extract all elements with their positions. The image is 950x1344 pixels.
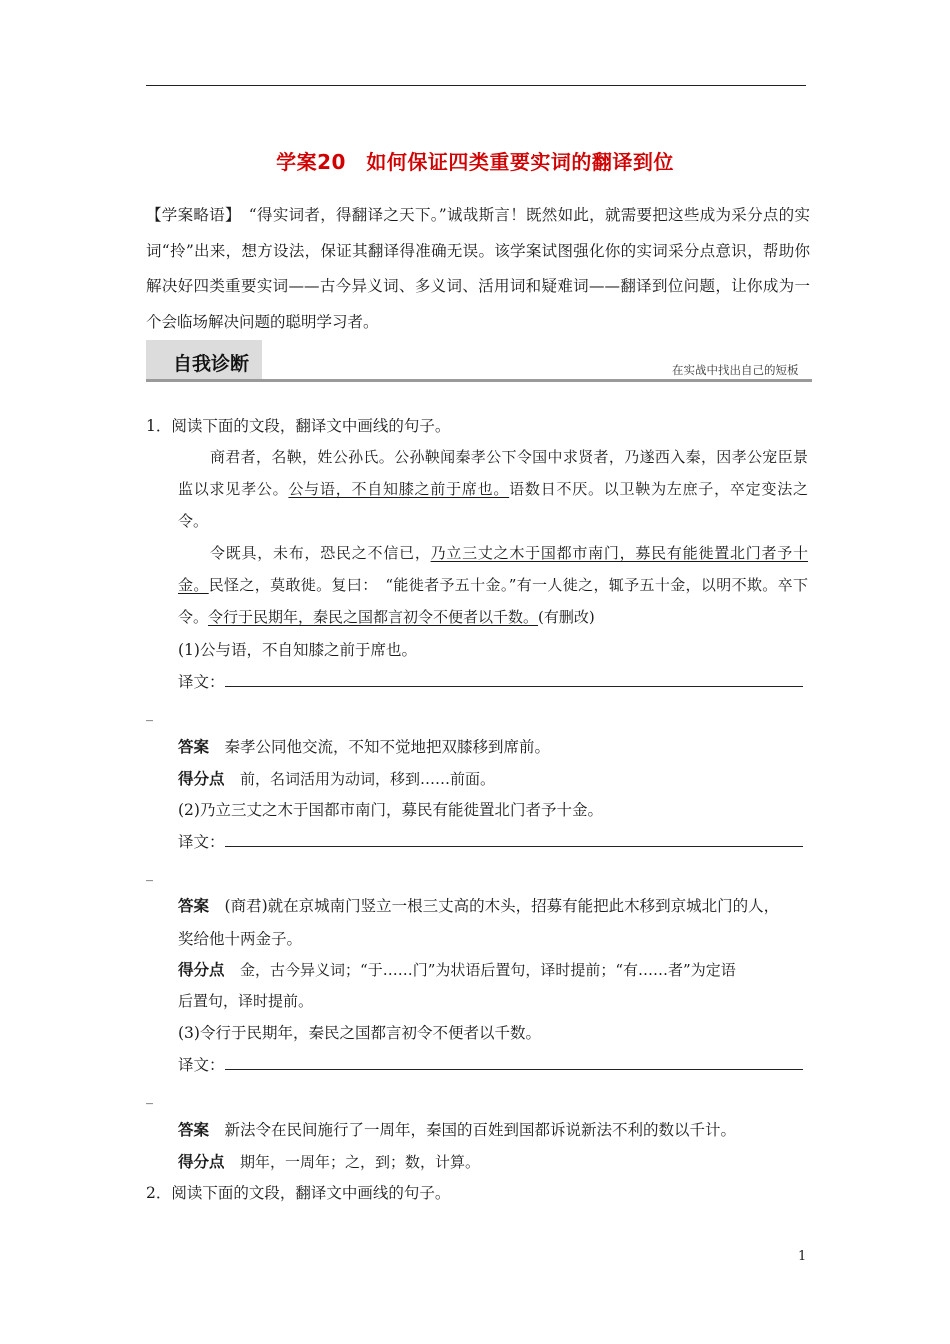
score-label: 得分点 [178, 1153, 225, 1171]
section-subtitle: 在实战中找出自己的短板 [672, 363, 799, 377]
translation-blank[interactable] [225, 1055, 803, 1070]
passage-text: 民怪之，莫敢徙。复曰： “能徙者予五十金。”有一人徙之，辄予五十金，以明不欺。卒下令。 [178, 576, 808, 626]
score-point-3 [178, 1150, 480, 1172]
translation-label: 译文： [178, 833, 225, 851]
score-point-1 [178, 767, 495, 789]
passage-paragraph-1 [178, 441, 808, 537]
passage-note: (有删改) [538, 608, 595, 626]
translation-line-1 [178, 670, 803, 692]
answer-1 [178, 735, 550, 757]
answer-label: 答案 [178, 1121, 210, 1139]
score-text: 前，名词活用为动词，移到……前面。 [240, 770, 496, 788]
passage-text: 语数日不厌。以卫鞅为左庶子，卒定变法之令。 [178, 480, 808, 530]
translation-label: 译文： [178, 1056, 225, 1074]
blank-continuation: _ [146, 706, 153, 722]
blank-continuation: _ [146, 866, 153, 882]
translation-blank[interactable] [225, 672, 803, 687]
page-title: 学案20 如何保证四类重要实词的翻译到位 [276, 150, 674, 174]
underlined-sentence-3: 令行于民期年，秦民之国都言初令不便者以千数。 [208, 608, 539, 626]
answer-2-cont: 奖给他十两金子。 [178, 930, 303, 948]
score-label: 得分点 [178, 770, 225, 788]
score-label: 得分点 [178, 961, 225, 979]
intro-text: “得实词者，得翻译之天下。”诚哉斯言！既然如此，就需要把这些成为采分点的实词“拎”出来，想方设法，保证其翻译得准确无误。该学案试图强化你的实词采分点意识，帮助你解决好四类重要实词——古今异义词、多义词、活用词和疑难词——翻译到位问题，让你成为一个会临场解决问题的聪明学习者。 [146, 206, 810, 331]
answer-label: 答案 [178, 897, 210, 915]
score-point-2-cont: 后置句，译时提前。 [178, 992, 314, 1010]
answer-text: 新法令在民间施行了一周年，秦国的百姓到国都诉说新法不利的数以千计。 [224, 1121, 737, 1139]
blank-continuation: _ [146, 1089, 153, 1105]
sub-question-3: (3)令行于民期年，秦民之国都言初令不便者以千数。 [178, 1024, 541, 1042]
translation-blank[interactable] [225, 832, 803, 847]
sub-question-1: (1)公与语，不自知膝之前于席也。 [178, 641, 417, 659]
question-1-passage [178, 441, 808, 633]
answer-text: 秦孝公同他交流，不知不觉地把双膝移到席前。 [224, 738, 551, 756]
translation-line-3 [178, 1053, 803, 1075]
translation-label: 译文： [178, 673, 225, 691]
section-rule [146, 379, 812, 382]
page-number: 1 [798, 1249, 807, 1264]
question-2-prompt: 2．阅读下面的文段，翻译文中画线的句子。 [146, 1184, 451, 1202]
answer-2 [178, 894, 779, 916]
sub-question-2: (2)乃立三丈之木于国都市南门，募民有能徙置北门者予十金。 [178, 801, 603, 819]
question-1-prompt: 1．阅读下面的文段，翻译文中画线的句子。 [146, 417, 451, 435]
score-point-2 [178, 958, 736, 980]
passage-paragraph-2 [178, 537, 808, 633]
underlined-sentence-1: 公与语，不自知膝之前于席也。 [288, 480, 510, 498]
header-rule [146, 85, 806, 86]
answer-label: 答案 [178, 738, 210, 756]
passage-text: 商君者，名鞅，姓公孙氏。公孙鞅闻秦孝公下令国中求贤者，乃遂西入秦，因孝公宠臣景监以求见孝公。 [178, 448, 808, 498]
section-title: 自我诊断 [173, 353, 250, 375]
intro-paragraph [146, 198, 810, 340]
answer-3 [178, 1118, 736, 1140]
intro-label: 【学案略语】 [146, 206, 234, 224]
translation-line-2 [178, 830, 803, 852]
score-text: 金，古今异义词；“于……门”为状语后置句，译时提前；“有……者”为定语 [240, 961, 736, 979]
answer-text: (商君)就在京城南门竖立一根三丈高的木头，招募有能把此木移到京城北门的人， [224, 897, 780, 915]
passage-text: 令既具，未布，恐民之不信已， [210, 544, 431, 562]
underlined-sentence-2: 乃立三丈之木于国都市南门，募民有能徙置北门者予十金。 [178, 544, 808, 594]
score-text: 期年，一周年；之，到；数，计算。 [240, 1153, 481, 1171]
